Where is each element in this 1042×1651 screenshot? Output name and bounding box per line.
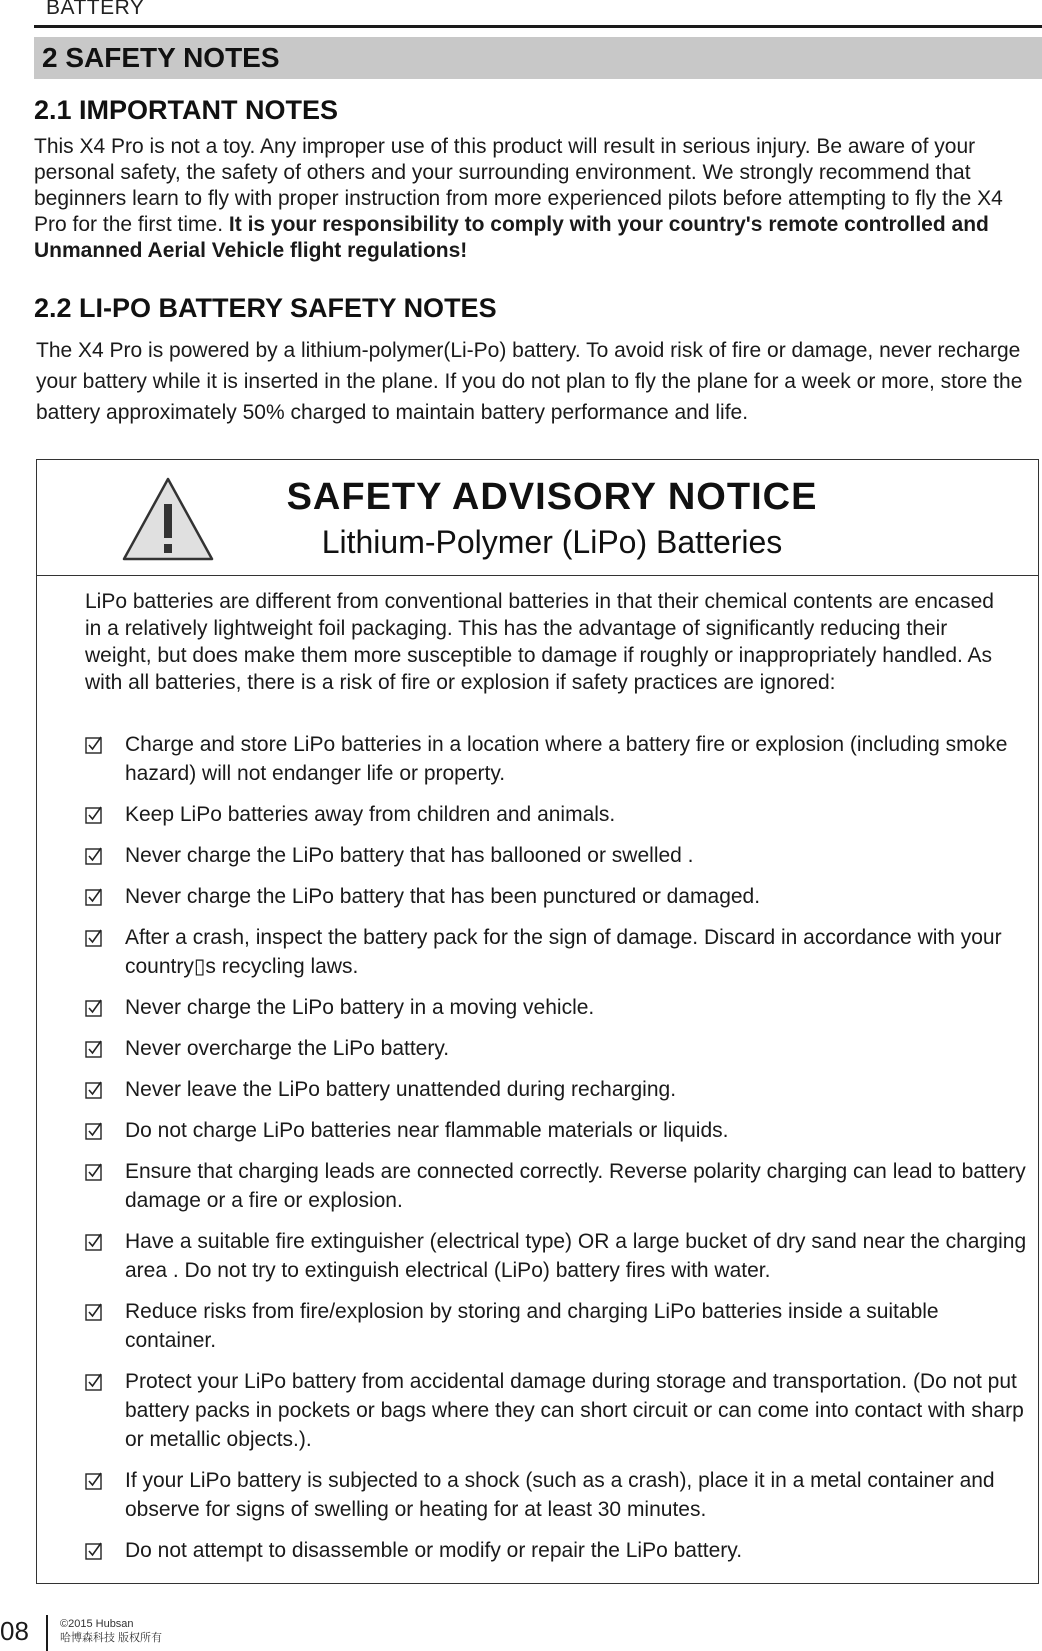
safety-advisory-notice (36, 459, 1039, 1584)
checklist-item-text: Do not charge LiPo batteries near flammable materials or liquids. (125, 1119, 729, 1142)
checkbox-checked-icon (85, 1233, 103, 1251)
checkbox-checked-icon (85, 806, 103, 824)
checklist-item (85, 1116, 1030, 1145)
notice-subtitle: Lithium-Polymer (LiPo) Batteries (321, 524, 783, 560)
checkbox-checked-icon (85, 1122, 103, 1140)
checkbox-checked-icon (85, 888, 103, 906)
important-notes-bold: It is your responsibility to comply with your country's remote controlled and Unmanned Aerial Vehicle flight regulations! (34, 213, 989, 262)
checklist-item (85, 1466, 1030, 1524)
checklist-item-text: Never charge the LiPo battery in a moving vehicle. (125, 996, 595, 1019)
checklist-item-text: Do not attempt to disassemble or modify or repair the LiPo battery. (125, 1539, 743, 1562)
checkbox-checked-icon (85, 1081, 103, 1099)
checkbox-checked-icon (85, 1542, 103, 1560)
checklist-item (85, 1157, 1030, 1215)
checkbox-checked-icon (85, 1303, 103, 1321)
lipo-notes-text: The X4 Pro is powered by a lithium-polymer(Li-Po) battery. To avoid risk of fire or damage, never recharge your battery while it is inserted in the plane. If you do not plan to fly the plane for a week or more, store the battery approximately 50% charged to maintain battery performance and life. (36, 339, 1023, 424)
notice-title: SAFETY ADVISORY NOTICE (286, 476, 818, 518)
running-header: BATTERY (46, 0, 145, 19)
checklist-item-text: Ensure that charging leads are connected correctly. Reverse polarity charging can lead to battery damage or a fire or explosion. (125, 1160, 1026, 1212)
checklist-item-text: Never leave the LiPo battery unattended during recharging. (125, 1078, 677, 1101)
checklist-item-text: Never overcharge the LiPo battery. (125, 1037, 450, 1060)
checklist-item (85, 993, 1030, 1022)
warning-triangle-icon (121, 476, 215, 562)
notice-intro: LiPo batteries are different from conventional batteries in that their chemical contents are encased in a relatively lightweight foil packaging. This has the advantage of significantly reducing their weight, but does make them more susceptible to damage if roughly or inappropriately handled. As with all batteries, there is a risk of fire or explosion if safety practices are ignored: (85, 590, 994, 694)
checklist-item (85, 1297, 1030, 1355)
page-number: 08 (0, 1616, 29, 1646)
copyright-text: ©2015 Hubsan (60, 1618, 134, 1630)
checklist-item-text: Protect your LiPo battery from accidental damage during storage and transportation. (Do not put battery packs in pockets or bags where they can short circuit or can come into contact with sharp or metallic objects.). (125, 1370, 1024, 1451)
checkbox-checked-icon (85, 1472, 103, 1490)
checkbox-checked-icon (85, 1373, 103, 1391)
checklist-item (85, 1034, 1030, 1063)
checklist-item-text: Keep LiPo batteries away from children and animals. (125, 803, 616, 826)
checklist-item (85, 841, 1030, 870)
checklist-item-text: After a crash, inspect the battery pack for the sign of damage. Discard in accordance with your country▯s recycling laws. (125, 926, 1002, 978)
checklist-item (85, 800, 1030, 829)
copyright-chinese: 哈博森科技 版权所有 (60, 1632, 163, 1644)
checkbox-checked-icon (85, 736, 103, 754)
checkbox-checked-icon (85, 1040, 103, 1058)
checklist-item (85, 1367, 1030, 1454)
notice-header (37, 460, 1038, 576)
checklist-item (85, 1075, 1030, 1104)
section-title: 2 SAFETY NOTES (42, 42, 280, 73)
checklist-item (85, 1227, 1030, 1285)
checkbox-checked-icon (85, 929, 103, 947)
header-rule (34, 25, 1042, 28)
checklist-item-text: Never charge the LiPo battery that has ballooned or swelled . (125, 844, 694, 867)
checklist-item-text: Charge and store LiPo batteries in a location where a battery fire or explosion (including smoke hazard) will not endanger life or property. (125, 733, 1008, 785)
checklist-item (85, 730, 1030, 788)
section-bar (34, 37, 1042, 79)
checklist-item-text: Never charge the LiPo battery that has been punctured or damaged. (125, 885, 761, 908)
checkbox-checked-icon (85, 847, 103, 865)
important-notes-body: This X4 Pro is not a toy. Any improper use of this product will result in serious injury. Be aware of your personal safety, the safety of others and your surrounding environment. We strongly recommend that beginners learn to fly with proper instruction from more experienced pilots before attempting to fly the X4 Pro for the first time. (34, 135, 1003, 236)
important-notes-text (34, 134, 1039, 264)
checklist-item-text: If your LiPo battery is subjected to a shock (such as a crash), place it in a metal container and observe for signs of swelling or heating for at least 30 minutes. (125, 1469, 995, 1521)
lipo-notes-heading: 2.2 LI-PO BATTERY SAFETY NOTES (34, 293, 497, 323)
notice-checklist (85, 730, 1030, 1577)
footer-copyright (60, 1617, 162, 1645)
checklist-item-text: Reduce risks from fire/explosion by storing and charging LiPo batteries inside a suitable container. (125, 1300, 939, 1352)
important-notes-heading: 2.1 IMPORTANT NOTES (34, 95, 339, 125)
checklist-item (85, 882, 1030, 911)
footer-divider (46, 1615, 48, 1651)
checkbox-checked-icon (85, 1163, 103, 1181)
checklist-item-text: Have a suitable fire extinguisher (electrical type) OR a large bucket of dry sand near the charging area . Do not try to extinguish electrical (LiPo) battery fires with water. (125, 1230, 1027, 1282)
checkbox-checked-icon (85, 999, 103, 1017)
checklist-item (85, 923, 1030, 981)
checklist-item (85, 1536, 1030, 1565)
